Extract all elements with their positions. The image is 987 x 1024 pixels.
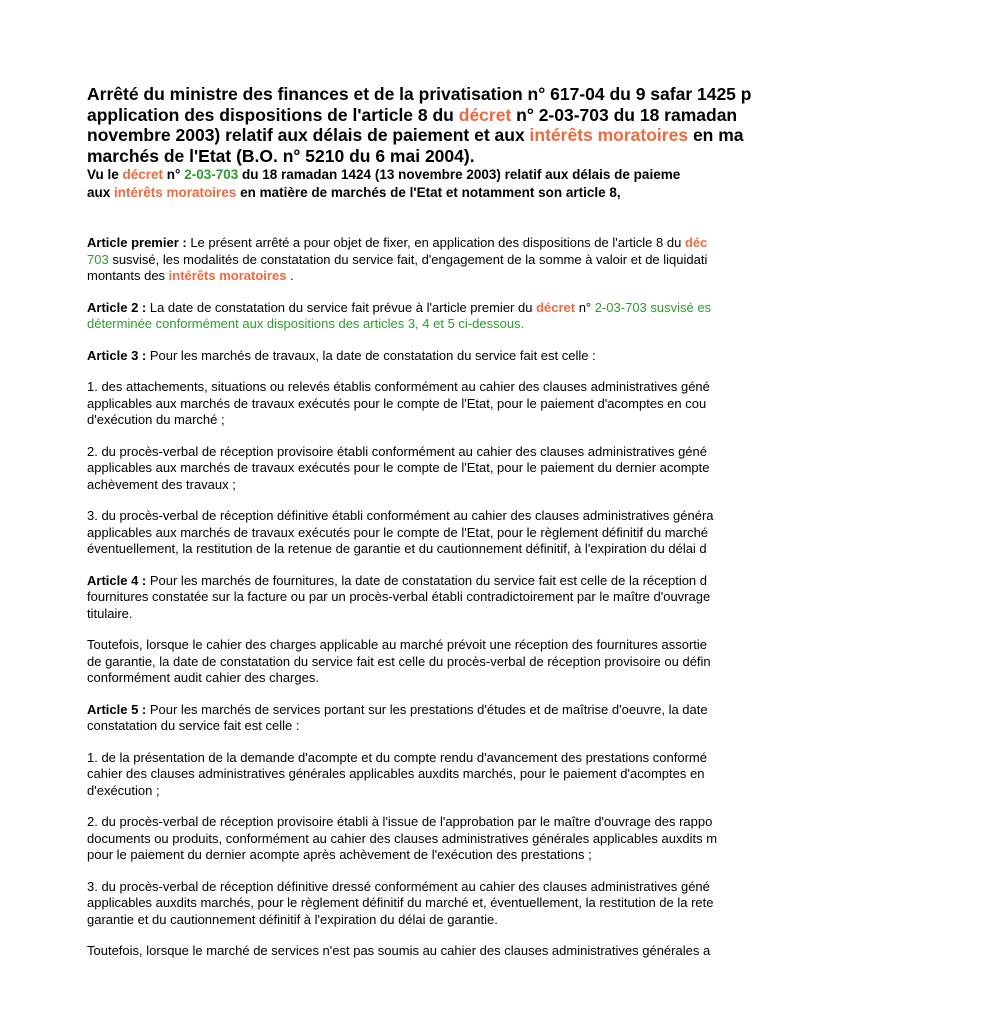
article-heading: Article 4 : <box>87 572 147 588</box>
title-line-1 <box>87 84 987 105</box>
article-premier <box>87 235 987 285</box>
article-text: susvisé, les modalités de constatation du service fait, d'engagement de la somme à valoir et de liquidati <box>108 251 708 267</box>
article-3-item-2 <box>87 444 987 494</box>
paragraph-line: d'exécution ; <box>87 782 160 798</box>
article-3 <box>87 348 987 365</box>
keyword-link-decret[interactable]: décret <box>122 167 164 182</box>
article-3-item-3 <box>87 508 987 558</box>
paragraph-line: éventuellement, la restitution de la retenue de garantie et du cautionnement définitif, à l'expiration du délai d <box>87 541 707 556</box>
article-text: Le présent arrêté a pour objet de fixer, en application des dispositions de l'article 8 du <box>186 235 685 250</box>
article-line <box>87 235 987 252</box>
reference-link-decret-number[interactable]: 703 <box>87 251 109 267</box>
article-heading: Article 2 : <box>87 299 147 315</box>
title-line-2 <box>87 105 987 126</box>
keyword-link-interets-moratoires[interactable]: intérêts moratoires <box>168 268 287 283</box>
paragraph-line: de garantie, la date de constatation du service fait est celle du procès-verbal de réception provisoire ou défin <box>87 653 711 669</box>
title-text: marchés de l'Etat (B.O. n° 5210 du 6 mai 2004). <box>87 145 475 166</box>
article-line <box>87 268 987 285</box>
vu-text: aux <box>87 185 115 200</box>
article-4-toutefois <box>87 637 987 687</box>
article-5-toutefois <box>87 943 987 960</box>
paragraph-line: 3. du procès-verbal de réception définitive établi conformément au cahier des clauses administratives généra <box>87 508 714 523</box>
paragraph-line: fournitures constatée sur la facture ou par un procès-verbal établi contradictoirement par le maître d'ouvrage <box>87 589 711 604</box>
vu-line-2 <box>87 184 987 202</box>
paragraph-line: garantie et du cautionnement définitif à l'expiration du délai de garantie. <box>87 911 498 927</box>
document-page <box>87 84 987 975</box>
article-4 <box>87 573 987 623</box>
paragraph-line: applicables aux marchés de travaux exécutés pour le compte de l'Etat, pour le paiement d'acomptes en cou <box>87 395 707 411</box>
paragraph-line: 2. du procès-verbal de réception provisoire établi conformément au cahier des clauses administratives géné <box>87 443 707 459</box>
title-text: application des dispositions de l'article 8 du <box>87 104 459 125</box>
document-title <box>87 84 987 166</box>
paragraph-line: applicables auxdits marchés, pour le règlement définitif du marché et, éventuellement, la restitution de la rete <box>87 895 714 910</box>
article-5-item-1 <box>87 750 987 800</box>
paragraph-line: d'exécution du marché ; <box>87 412 225 427</box>
title-line-3 <box>87 125 987 146</box>
title-text: novembre 2003) relatif aux délais de paiement et aux <box>87 125 530 145</box>
paragraph-line: applicables aux marchés de travaux exécutés pour le compte de l'Etat, pour le paiement du dernier acompte <box>87 460 710 475</box>
article-5 <box>87 702 987 735</box>
keyword-link-interets-moratoires[interactable]: intérêts moratoires <box>114 185 237 200</box>
paragraph-line: applicables aux marchés de travaux exécutés pour le compte de l'Etat, pour le règlement définitif du marché <box>87 524 709 540</box>
reference-link-decret-number[interactable]: 2-03-703 susvisé es <box>594 299 712 315</box>
paragraph-line: documents ou produits, conformément au cahier des clauses administratives générales applicables auxdits m <box>87 830 718 846</box>
article-line <box>87 252 987 269</box>
article-heading: Article premier : <box>87 235 187 250</box>
article-text: Pour les marchés de fournitures, la date de constatation du service fait est celle de la réception d <box>146 572 708 588</box>
keyword-link-decret[interactable]: décret <box>536 299 576 315</box>
vu-clause <box>87 166 987 202</box>
article-5-item-3 <box>87 879 987 929</box>
article-line <box>87 348 987 365</box>
article-2 <box>87 300 987 333</box>
paragraph-line: conformément audit cahier des charges. <box>87 670 319 685</box>
article-text: . <box>286 268 294 283</box>
paragraph-line: titulaire. <box>87 605 133 621</box>
paragraph-line: 3. du procès-verbal de réception définitive dressé conformément au cahier des clauses administratives géné <box>87 878 710 894</box>
paragraph-line: 1. des attachements, situations ou relevés établis conformément au cahier des clauses administratives géné <box>87 379 710 394</box>
keyword-link-decret[interactable]: déc <box>684 235 708 250</box>
paragraph-line: 2. du procès-verbal de réception provisoire établi à l'issue de l'approbation par le maître d'ouvrage des rappo <box>87 814 713 829</box>
article-text: montants des <box>87 268 169 283</box>
keyword-link-interets-moratoires[interactable]: intérêts moratoires <box>529 125 689 145</box>
vu-text: Vu le <box>87 167 123 182</box>
title-text: n° 2-03-703 du 18 ramadan <box>511 104 738 125</box>
article-text: Pour les marchés de travaux, la date de constatation du service fait est celle : <box>146 347 596 363</box>
paragraph-line: Toutefois, lorsque le cahier des charges applicable au marché prévoit une réception des fournitures assortie <box>87 637 708 652</box>
article-line <box>87 702 987 719</box>
vu-text: du 18 ramadan 1424 (13 novembre 2003) relatif aux délais de paieme <box>238 167 681 182</box>
vu-text: en matière de marchés de l'Etat et notamment son article 8, <box>236 185 621 200</box>
article-heading: Article 5 : <box>87 701 147 717</box>
paragraph-line: 1. de la présentation de la demande d'acompte et du compte rendu d'avancement des prestations conformé <box>87 749 707 765</box>
article-5-item-2 <box>87 814 987 864</box>
article-reference-text: déterminée conformément aux dispositions des articles 3, 4 et 5 ci-dessous. <box>87 316 525 331</box>
paragraph-line: achèvement des travaux ; <box>87 476 236 492</box>
article-line <box>87 300 987 317</box>
paragraph-line: pour le paiement du dernier acompte après achèvement de l'exécution des prestations ; <box>87 847 592 862</box>
title-text: en ma <box>688 125 744 145</box>
title-line-4 <box>87 146 987 167</box>
article-text: La date de constatation du service fait prévue à l'article premier du <box>146 299 537 315</box>
paragraph-line: constatation du service fait est celle : <box>87 718 300 733</box>
article-3-item-1 <box>87 379 987 429</box>
paragraph-line: cahier des clauses administratives générales applicables auxdits marchés, pour le paiement d'acomptes en <box>87 766 705 781</box>
vu-text: n° <box>163 167 185 182</box>
vu-line-1 <box>87 166 987 184</box>
paragraph-line: Toutefois, lorsque le marché de services n'est pas soumis au cahier des clauses administratives générales a <box>87 943 711 958</box>
article-line <box>87 573 987 590</box>
keyword-link-decret[interactable]: décret <box>458 104 512 125</box>
article-text: n° <box>575 299 595 315</box>
article-heading: Article 3 : <box>87 347 147 363</box>
article-text: Pour les marchés de services portant sur les prestations d'études et de maîtrise d'oeuvre, la date <box>146 701 708 717</box>
title-text: Arrêté du ministre des finances et de la privatisation n° 617-04 du 9 safar 1425 p <box>87 84 752 104</box>
reference-link-decret-number[interactable]: 2-03-703 <box>184 167 239 182</box>
